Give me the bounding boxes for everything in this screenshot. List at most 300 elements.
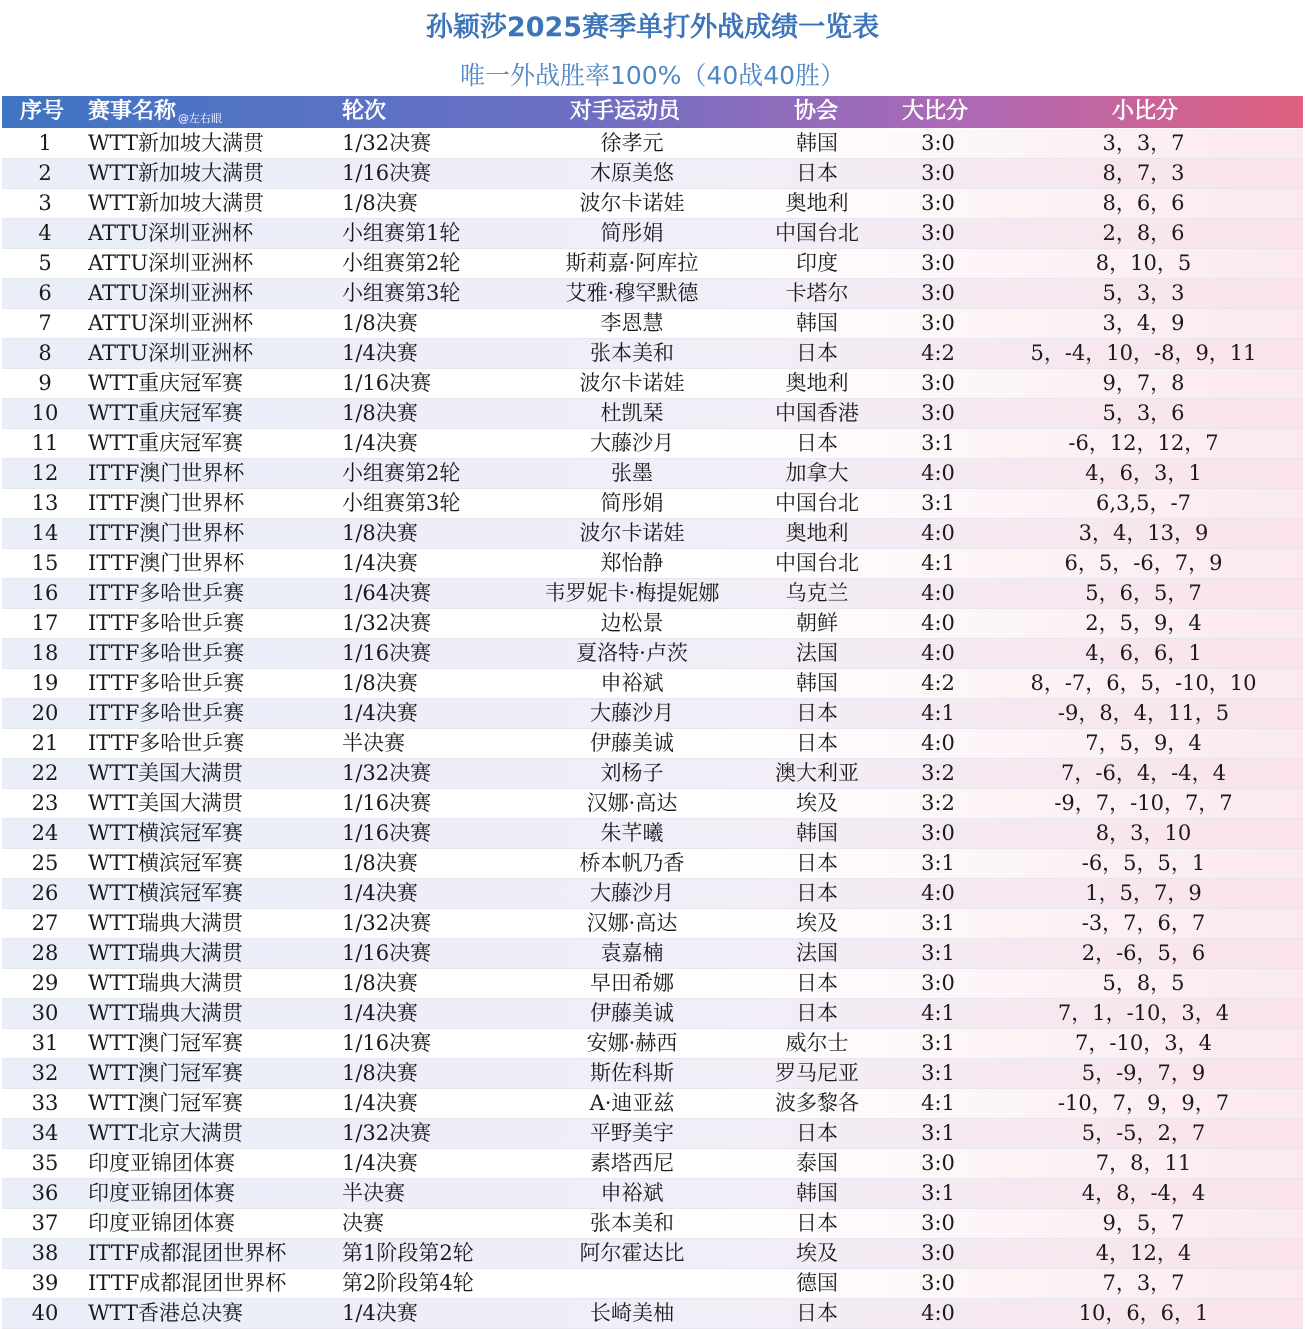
cell-association: 韩国 <box>796 311 838 335</box>
cell-big-score: 4:1 <box>921 701 955 725</box>
cell-big-score: 3:0 <box>921 1271 955 1295</box>
cell-small-score: 3，3，7 <box>1102 131 1185 155</box>
cell-round: 1/16决赛 <box>342 821 432 845</box>
cell-association: 日本 <box>796 971 838 995</box>
cell-round: 小组赛第3轮 <box>342 281 461 305</box>
cell-opponent: 汉娜·高达 <box>586 911 678 935</box>
header-event <box>88 96 222 128</box>
table-row <box>2 1029 1303 1059</box>
cell-small-score: 3，4，9 <box>1102 311 1185 335</box>
cell-small-score: 8，-7，6，5，-10，10 <box>1030 671 1257 695</box>
cell-big-score: 3:0 <box>921 161 955 185</box>
cell-round: 1/32决赛 <box>342 911 432 935</box>
cell-round: 1/4决赛 <box>342 341 418 365</box>
cell-index: 8 <box>38 341 52 365</box>
cell-big-score: 3:1 <box>921 1061 955 1085</box>
cell-round: 1/32决赛 <box>342 131 432 155</box>
cell-round: 1/8决赛 <box>342 971 418 995</box>
cell-index: 20 <box>31 701 59 725</box>
cell-small-score: -6，12，12，7 <box>1068 431 1219 455</box>
cell-index: 17 <box>31 611 59 635</box>
cell-association: 卡塔尔 <box>785 281 849 305</box>
cell-index: 37 <box>31 1211 59 1235</box>
cell-round: 决赛 <box>342 1211 384 1235</box>
cell-opponent: 大藤沙月 <box>590 701 674 725</box>
cell-small-score: 7，-6，4，-4，4 <box>1061 761 1226 785</box>
cell-index: 24 <box>31 821 59 845</box>
cell-opponent: 徐孝元 <box>600 131 664 155</box>
table-row <box>2 879 1303 909</box>
cell-event: ITTF澳门世界杯 <box>88 491 245 515</box>
cell-association: 日本 <box>796 701 838 725</box>
cell-round: 1/16决赛 <box>342 161 432 185</box>
cell-index: 39 <box>31 1271 59 1295</box>
cell-small-score: 5，-4，10，-8，9，11 <box>1030 341 1257 365</box>
cell-event: ITTF多哈世乒赛 <box>88 611 245 635</box>
cell-index: 38 <box>31 1241 59 1265</box>
cell-round: 1/4决赛 <box>342 431 418 455</box>
cell-big-score: 3:1 <box>921 911 955 935</box>
cell-small-score: 10，6，6，1 <box>1078 1301 1209 1325</box>
cell-association: 日本 <box>796 851 838 875</box>
cell-small-score: -9，7，-10，7，7 <box>1054 791 1233 815</box>
cell-event: WTT新加坡大满贯 <box>88 131 264 155</box>
cell-event: WTT澳门冠军赛 <box>88 1061 243 1085</box>
cell-event: WTT澳门冠军赛 <box>88 1091 243 1115</box>
cell-event: ITTF澳门世界杯 <box>88 551 245 575</box>
cell-index: 3 <box>38 191 52 215</box>
cell-opponent: 斯佐科斯 <box>590 1061 674 1085</box>
cell-event: ATTU深圳亚洲杯 <box>88 251 254 275</box>
table-row <box>2 1209 1303 1239</box>
cell-event: WTT香港总决赛 <box>88 1301 243 1325</box>
cell-index: 16 <box>31 581 59 605</box>
cell-big-score: 3:1 <box>921 1181 955 1205</box>
cell-opponent: 张墨 <box>611 461 653 485</box>
cell-opponent: 汉娜·高达 <box>586 791 678 815</box>
table-row <box>2 429 1303 459</box>
cell-round: 半决赛 <box>342 731 405 755</box>
cell-association: 波多黎各 <box>775 1091 859 1115</box>
table-row <box>2 939 1303 969</box>
cell-big-score: 3:0 <box>921 131 955 155</box>
cell-index: 7 <box>38 311 52 335</box>
cell-opponent: 早田希娜 <box>590 971 674 995</box>
table-row <box>2 189 1303 219</box>
table-row <box>2 819 1303 849</box>
cell-round: 1/32决赛 <box>342 1121 432 1145</box>
cell-opponent: 李恩慧 <box>600 311 664 335</box>
cell-small-score: 7，3，7 <box>1102 1271 1185 1295</box>
cell-big-score: 3:2 <box>921 761 955 785</box>
cell-big-score: 3:1 <box>921 1121 955 1145</box>
cell-event: 印度亚锦团体赛 <box>88 1151 235 1175</box>
cell-event: ITTF多哈世乒赛 <box>88 581 245 605</box>
cell-small-score: 7，8，11 <box>1095 1151 1192 1175</box>
header-event-label: 赛事名称 <box>88 99 177 124</box>
cell-big-score: 4:1 <box>921 1001 955 1025</box>
cell-event: ATTU深圳亚洲杯 <box>88 311 254 335</box>
cell-association: 韩国 <box>796 1181 838 1205</box>
table-row <box>2 159 1303 189</box>
cell-opponent: 阿尔霍达比 <box>579 1241 685 1265</box>
cell-round: 1/4决赛 <box>342 1001 418 1025</box>
cell-opponent: 平野美宇 <box>590 1121 674 1145</box>
cell-big-score: 3:0 <box>921 191 955 215</box>
cell-event: WTT重庆冠军赛 <box>88 431 243 455</box>
table-row <box>2 789 1303 819</box>
page-title: 孙颖莎2025赛季单打外战成绩一览表 <box>425 12 880 43</box>
cell-association: 日本 <box>796 1211 838 1235</box>
cell-association: 加拿大 <box>785 461 849 485</box>
cell-event: WTT瑞典大满贯 <box>88 971 243 995</box>
cell-round: 1/4决赛 <box>342 881 418 905</box>
cell-round: 小组赛第2轮 <box>342 251 461 275</box>
cell-round: 1/8决赛 <box>342 671 418 695</box>
cell-event: WTT新加坡大满贯 <box>88 161 264 185</box>
cell-association: 奥地利 <box>785 371 849 395</box>
cell-opponent: 素塔西尼 <box>590 1151 674 1175</box>
cell-event: ITTF成都混团世界杯 <box>88 1271 287 1295</box>
cell-opponent: 斯莉嘉·阿库拉 <box>565 251 699 275</box>
cell-small-score: 5，3，6 <box>1102 401 1185 425</box>
cell-association: 罗马尼亚 <box>775 1061 859 1085</box>
cell-association: 泰国 <box>796 1151 838 1175</box>
cell-small-score: 5，-9，7，9 <box>1081 1061 1206 1085</box>
cell-association: 日本 <box>796 731 838 755</box>
cell-association: 日本 <box>796 1301 838 1325</box>
cell-small-score: 1，5，7，9 <box>1085 881 1202 905</box>
header-index: 序号 <box>20 99 65 124</box>
cell-event: 印度亚锦团体赛 <box>88 1211 235 1235</box>
cell-big-score: 3:1 <box>921 1031 955 1055</box>
cell-index: 33 <box>31 1091 59 1115</box>
cell-small-score: -6，5，5，1 <box>1081 851 1206 875</box>
cell-small-score: 7，-10，3，4 <box>1075 1031 1212 1055</box>
cell-round: 1/32决赛 <box>342 761 432 785</box>
cell-index: 1 <box>38 131 52 155</box>
cell-association: 韩国 <box>796 821 838 845</box>
cell-opponent: 长崎美柚 <box>590 1301 674 1325</box>
table-row <box>2 1269 1303 1299</box>
cell-event: WTT横滨冠军赛 <box>88 821 243 845</box>
cell-round: 1/4决赛 <box>342 1091 418 1115</box>
cell-event: WTT美国大满贯 <box>88 791 243 815</box>
header-opponent: 对手运动员 <box>570 99 681 124</box>
cell-association: 中国香港 <box>775 401 859 425</box>
header-association: 协会 <box>794 99 839 124</box>
cell-opponent: 安娜·赫西 <box>586 1031 678 1055</box>
cell-big-score: 3:0 <box>921 371 955 395</box>
cell-round: 1/8决赛 <box>342 401 418 425</box>
table-header <box>2 96 1303 128</box>
cell-association: 印度 <box>796 251 838 275</box>
cell-big-score: 3:0 <box>921 1211 955 1235</box>
cell-big-score: 4:0 <box>921 881 955 905</box>
cell-association: 澳大利亚 <box>775 761 859 785</box>
cell-big-score: 4:0 <box>921 641 955 665</box>
cell-small-score: -9，8，4，11，5 <box>1057 701 1230 725</box>
cell-big-score: 4:1 <box>921 1091 955 1115</box>
cell-index: 4 <box>38 221 52 245</box>
cell-small-score: 2，8，6 <box>1102 221 1185 245</box>
table-row <box>2 459 1303 489</box>
table-row <box>2 1149 1303 1179</box>
cell-round: 1/8决赛 <box>342 521 418 545</box>
cell-opponent: 杜凯琹 <box>600 401 664 425</box>
table-row <box>2 1239 1303 1269</box>
cell-round: 1/64决赛 <box>342 581 432 605</box>
cell-small-score: 7，5，9，4 <box>1085 731 1202 755</box>
cell-small-score: 6,3,5，-7 <box>1096 491 1191 515</box>
cell-event: WTT北京大满贯 <box>88 1121 243 1145</box>
cell-event: WTT横滨冠军赛 <box>88 851 243 875</box>
cell-round: 小组赛第3轮 <box>342 491 461 515</box>
cell-event: WTT横滨冠军赛 <box>88 881 243 905</box>
cell-round: 小组赛第2轮 <box>342 461 461 485</box>
table-row <box>2 1119 1303 1149</box>
cell-opponent: 波尔卡诺娃 <box>579 371 685 395</box>
table-row <box>2 909 1303 939</box>
table-row <box>2 1059 1303 1089</box>
cell-association: 法国 <box>796 941 838 965</box>
cell-event: WTT瑞典大满贯 <box>88 1001 243 1025</box>
cell-index: 31 <box>31 1031 59 1055</box>
cell-big-score: 3:0 <box>921 821 955 845</box>
cell-event: WTT瑞典大满贯 <box>88 911 243 935</box>
cell-association: 韩国 <box>796 131 838 155</box>
cell-small-score: 8，3，10 <box>1095 821 1192 845</box>
cell-big-score: 3:0 <box>921 971 955 995</box>
cell-index: 36 <box>31 1181 59 1205</box>
cell-round: 1/8决赛 <box>342 1061 418 1085</box>
cell-small-score: 8，6，6 <box>1102 191 1185 215</box>
cell-event: WTT重庆冠军赛 <box>88 371 243 395</box>
cell-big-score: 3:0 <box>921 221 955 245</box>
cell-big-score: 3:0 <box>921 281 955 305</box>
cell-index: 2 <box>38 161 52 185</box>
cell-association: 日本 <box>796 431 838 455</box>
cell-opponent: 简彤娟 <box>600 221 664 245</box>
cell-index: 30 <box>31 1001 59 1025</box>
cell-event: ATTU深圳亚洲杯 <box>88 281 254 305</box>
cell-round: 1/16决赛 <box>342 791 432 815</box>
cell-index: 28 <box>31 941 59 965</box>
cell-event: ITTF多哈世乒赛 <box>88 701 245 725</box>
cell-opponent: 韦罗妮卡·梅提妮娜 <box>544 581 720 605</box>
cell-association: 威尔士 <box>785 1031 849 1055</box>
cell-index: 14 <box>31 521 59 545</box>
cell-opponent: 张本美和 <box>590 341 674 365</box>
cell-opponent: 刘杨子 <box>600 761 664 785</box>
cell-opponent: 木原美悠 <box>590 161 674 185</box>
cell-association: 奥地利 <box>785 521 849 545</box>
cell-opponent: 朱芊曦 <box>600 821 664 845</box>
cell-small-score: 3，4，13，9 <box>1078 521 1209 545</box>
cell-big-score: 3:2 <box>921 791 955 815</box>
header-round: 轮次 <box>342 99 387 124</box>
table-row <box>2 339 1303 369</box>
cell-event: ATTU深圳亚洲杯 <box>88 341 254 365</box>
cell-opponent: 桥本帆乃香 <box>579 851 685 875</box>
cell-opponent: 波尔卡诺娃 <box>579 521 685 545</box>
cell-big-score: 3:1 <box>921 491 955 515</box>
cell-association: 乌克兰 <box>785 581 849 605</box>
cell-index: 23 <box>31 791 59 815</box>
cell-index: 12 <box>31 461 59 485</box>
cell-event: ITTF澳门世界杯 <box>88 461 245 485</box>
cell-index: 35 <box>31 1151 59 1175</box>
cell-opponent: 张本美和 <box>590 1211 674 1235</box>
table-row <box>2 969 1303 999</box>
table-row <box>2 489 1303 519</box>
cell-opponent: 伊藤美诚 <box>590 1001 674 1025</box>
cell-big-score: 4:0 <box>921 461 955 485</box>
cell-association: 奥地利 <box>785 191 849 215</box>
cell-event: ITTF多哈世乒赛 <box>88 641 245 665</box>
table-row <box>2 609 1303 639</box>
table-row <box>2 999 1303 1029</box>
cell-round: 第2阶段第4轮 <box>342 1271 474 1295</box>
table-row <box>2 399 1303 429</box>
table-row <box>2 519 1303 549</box>
cell-event: 印度亚锦团体赛 <box>88 1181 235 1205</box>
cell-opponent: 伊藤美诚 <box>590 731 674 755</box>
table-row <box>2 1089 1303 1119</box>
cell-association: 日本 <box>796 161 838 185</box>
cell-opponent: 简彤娟 <box>600 491 664 515</box>
table-row <box>2 369 1303 399</box>
cell-association: 日本 <box>796 1001 838 1025</box>
table-row <box>2 219 1303 249</box>
table-row <box>2 669 1303 699</box>
cell-small-score: 7，1，-10，3，4 <box>1057 1001 1230 1025</box>
cell-small-score: 5，3，3 <box>1102 281 1185 305</box>
table-row <box>2 579 1303 609</box>
cell-index: 21 <box>31 731 59 755</box>
cell-small-score: 9，5，7 <box>1102 1211 1185 1235</box>
cell-big-score: 3:0 <box>921 251 955 275</box>
cell-opponent: A·迪亚兹 <box>589 1091 675 1115</box>
cell-index: 13 <box>31 491 59 515</box>
cell-event: WTT重庆冠军赛 <box>88 401 243 425</box>
table-row <box>2 549 1303 579</box>
cell-round: 1/16决赛 <box>342 641 432 665</box>
cell-small-score: 5，8，5 <box>1102 971 1185 995</box>
cell-association: 埃及 <box>796 911 838 935</box>
cell-opponent: 夏洛特·卢茨 <box>576 641 688 665</box>
cell-association: 日本 <box>796 881 838 905</box>
table-row <box>2 759 1303 789</box>
cell-index: 32 <box>31 1061 59 1085</box>
cell-small-score: 2，5，9，4 <box>1085 611 1202 635</box>
table-row <box>2 249 1303 279</box>
cell-index: 27 <box>31 911 59 935</box>
cell-opponent <box>522 1269 742 1298</box>
cell-round: 1/4决赛 <box>342 1151 418 1175</box>
cell-index: 26 <box>31 881 59 905</box>
cell-association: 日本 <box>796 341 838 365</box>
table-row <box>2 699 1303 729</box>
cell-opponent: 波尔卡诺娃 <box>579 191 685 215</box>
cell-round: 1/16决赛 <box>342 1031 432 1055</box>
cell-big-score: 4:1 <box>921 551 955 575</box>
table-row <box>2 309 1303 339</box>
cell-small-score: 5，-5，2，7 <box>1081 1121 1206 1145</box>
cell-index: 22 <box>31 761 59 785</box>
cell-index: 25 <box>31 851 59 875</box>
cell-association: 中国台北 <box>775 491 859 515</box>
cell-round: 1/4决赛 <box>342 1301 418 1325</box>
cell-small-score: 4，6，6，1 <box>1085 641 1202 665</box>
cell-event: ITTF多哈世乒赛 <box>88 731 245 755</box>
cell-big-score: 3:1 <box>921 851 955 875</box>
cell-index: 29 <box>31 971 59 995</box>
cell-opponent: 袁嘉楠 <box>600 941 664 965</box>
cell-round: 1/16决赛 <box>342 941 432 965</box>
table-row <box>2 1179 1303 1209</box>
cell-small-score: 2，-6，5，6 <box>1081 941 1206 965</box>
cell-index: 11 <box>31 431 59 455</box>
cell-big-score: 3:0 <box>921 1241 955 1265</box>
cell-round: 1/8决赛 <box>342 851 418 875</box>
cell-event: WTT瑞典大满贯 <box>88 941 243 965</box>
cell-event: ITTF成都混团世界杯 <box>88 1241 287 1265</box>
cell-event: ITTF澳门世界杯 <box>88 521 245 545</box>
table-body <box>2 129 1303 1329</box>
header-big-score: 大比分 <box>902 99 969 124</box>
cell-opponent: 艾雅·穆罕默德 <box>565 281 699 305</box>
cell-round: 1/32决赛 <box>342 611 432 635</box>
cell-opponent: 边松景 <box>600 611 664 635</box>
cell-index: 10 <box>31 401 59 425</box>
cell-index: 18 <box>31 641 59 665</box>
cell-round: 1/8决赛 <box>342 311 418 335</box>
cell-big-score: 4:0 <box>921 521 955 545</box>
cell-round: 1/16决赛 <box>342 371 432 395</box>
table-row <box>2 129 1303 159</box>
cell-small-score: 5，6，5，7 <box>1085 581 1202 605</box>
header-small-score: 小比分 <box>1112 99 1179 124</box>
cell-small-score: -10，7，9，9，7 <box>1057 1091 1230 1115</box>
cell-opponent: 大藤沙月 <box>590 881 674 905</box>
cell-round: 第1阶段第2轮 <box>342 1241 474 1265</box>
table-row <box>2 729 1303 759</box>
cell-event: WTT新加坡大满贯 <box>88 191 264 215</box>
cell-round: 小组赛第1轮 <box>342 221 461 245</box>
cell-association: 韩国 <box>796 671 838 695</box>
cell-index: 40 <box>31 1301 59 1325</box>
cell-association: 德国 <box>796 1271 838 1295</box>
cell-big-score: 4:0 <box>921 581 955 605</box>
cell-big-score: 3:1 <box>921 431 955 455</box>
cell-index: 9 <box>38 371 52 395</box>
table-row <box>2 849 1303 879</box>
cell-round: 半决赛 <box>342 1181 405 1205</box>
cell-big-score: 4:2 <box>921 671 955 695</box>
table-row <box>2 279 1303 309</box>
cell-association: 中国台北 <box>775 221 859 245</box>
cell-round: 1/8决赛 <box>342 191 418 215</box>
cell-index: 15 <box>31 551 59 575</box>
cell-small-score: 4，6，3，1 <box>1085 461 1202 485</box>
cell-opponent: 郑怡静 <box>600 551 664 575</box>
watermark: @左右眼 <box>178 112 223 125</box>
cell-association: 埃及 <box>796 1241 838 1265</box>
cell-opponent: 大藤沙月 <box>590 431 674 455</box>
cell-association: 中国台北 <box>775 551 859 575</box>
table-row <box>2 639 1303 669</box>
